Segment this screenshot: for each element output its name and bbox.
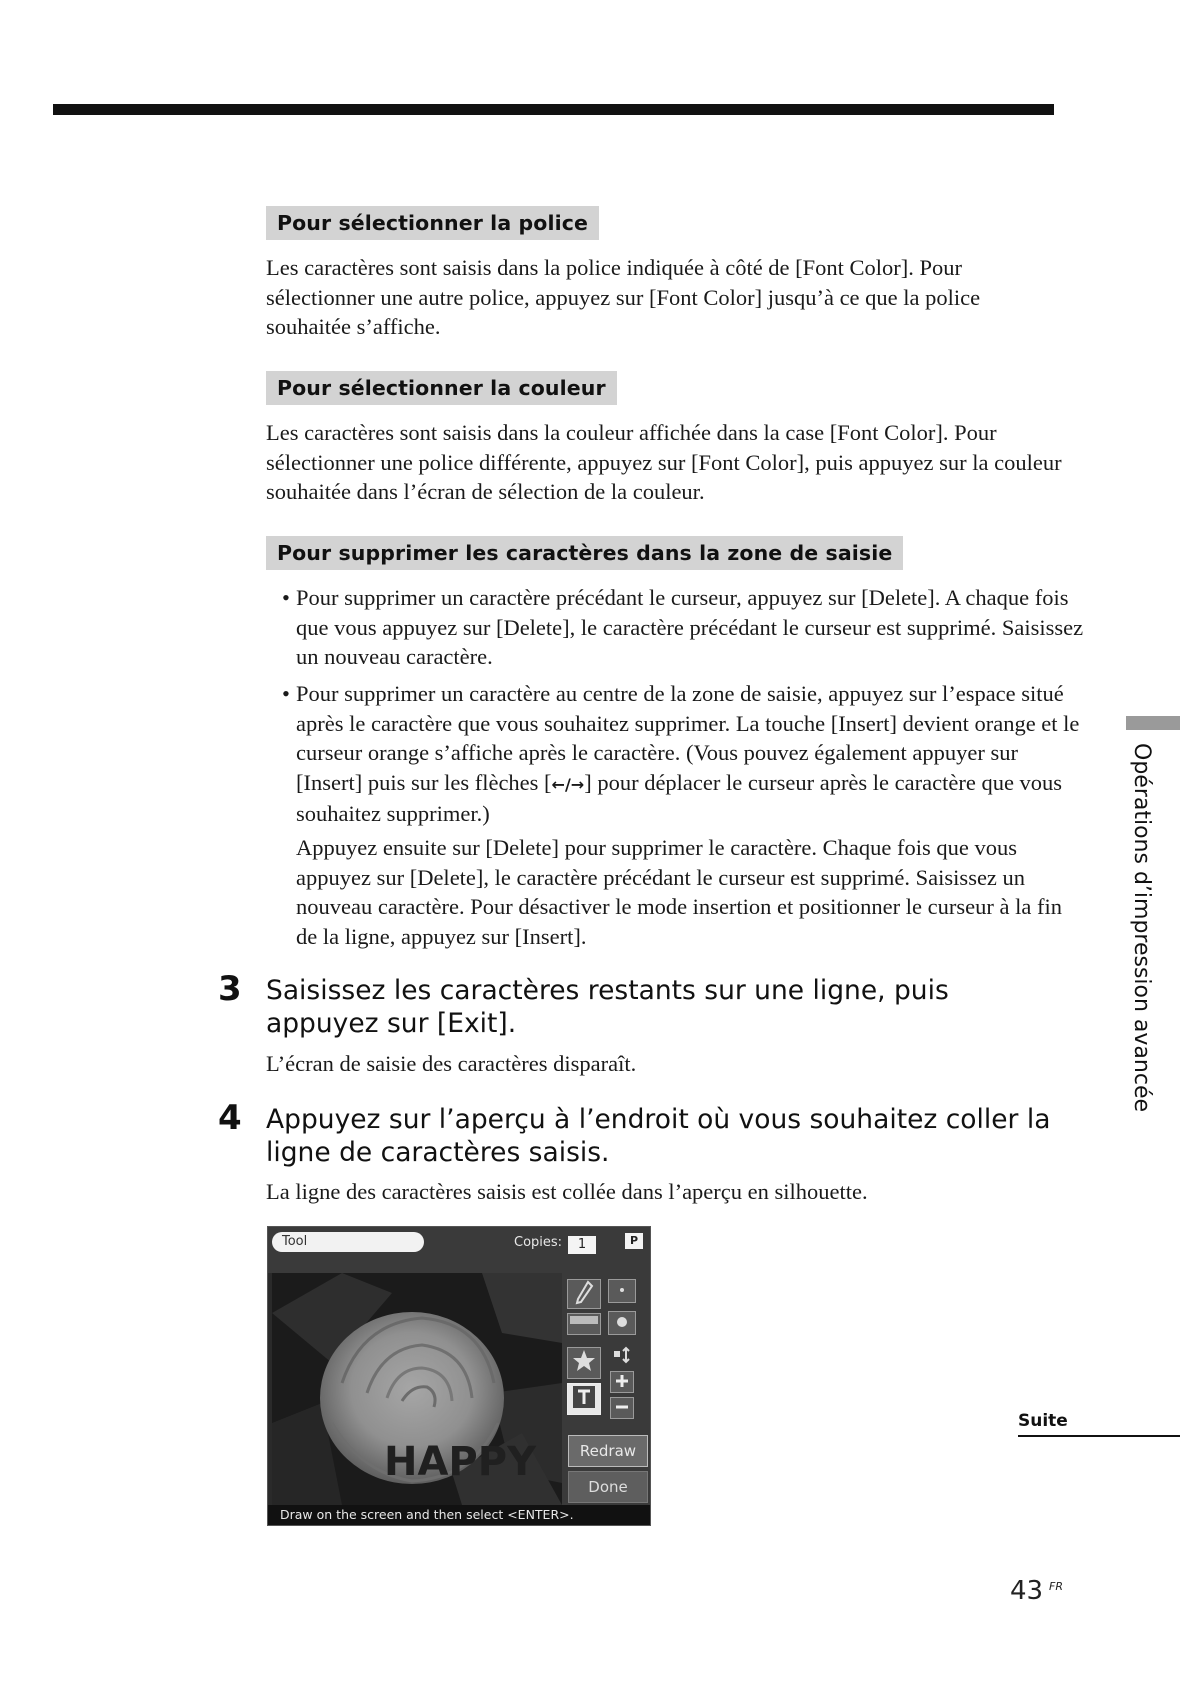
overlay-text: HAPPY <box>384 1439 537 1485</box>
tool-field[interactable]: Tool <box>272 1232 424 1252</box>
device-screen <box>267 1226 651 1526</box>
large-dot-button[interactable] <box>608 1311 636 1335</box>
copies-value[interactable]: 1 <box>568 1236 596 1254</box>
screen-top-bar <box>268 1227 650 1273</box>
step-number-4: 4 <box>218 1098 242 1138</box>
paragraph-select-color: Les caractères sont saisis dans la couleur affichée dans la case [Font Color]. Pour sélectionner une police différente, appuyez sur [Font Color], puis appuyez sur la couleur souhaitée dans l’écran de sélection de la couleur. <box>266 420 1062 504</box>
page-number: 43 <box>1010 1576 1044 1606</box>
step-title-4: Appuyez sur l’aperçu à l’endroit où vous souhaitez coller la ligne de caractères saisis. <box>266 1104 1051 1168</box>
top-rule <box>53 104 1054 115</box>
status-bar: Draw on the screen and then select <ENTER>. <box>268 1505 650 1525</box>
p-badge[interactable]: P <box>625 1233 643 1249</box>
bullet-text: Pour supprimer un caractère précédant le curseur, appuyez sur [Delete]. A chaque fois que vous appuyez sur [Delete], le caractère précédant le curseur est supprimé. Saisissez un nouveau caractère. <box>296 585 1084 669</box>
bullet-dot: • <box>282 585 290 610</box>
side-tab-marker <box>1126 716 1180 730</box>
eraser-icon <box>569 1314 599 1326</box>
bullet-text-end: ] pour déplacer le curseur après le caractère que vous souhaitez supprimer.) <box>296 769 1063 826</box>
plus-icon <box>613 1372 631 1390</box>
star-icon <box>571 1348 597 1374</box>
continued-rule <box>1018 1435 1180 1437</box>
small-dot-icon <box>612 1280 632 1300</box>
minus-icon <box>613 1398 631 1416</box>
eraser-button[interactable] <box>567 1313 601 1335</box>
step-title-3: Saisissez les caractères restants sur une ligne, puis appuyez sur [Exit]. <box>266 975 949 1039</box>
step-body-4: La ligne des caractères saisis est collée dans l’aperçu en silhouette. <box>266 1179 868 1204</box>
copies-label: Copies: <box>514 1235 563 1250</box>
paragraph-select-font: Les caractères sont saisis dans la police indiquée à côté de [Font Color]. Pour sélectionner une autre police, appuyez sur [Font Color] jusqu’à ce que la police souhaitée s’affiche. <box>266 255 981 339</box>
rotate-icon[interactable] <box>610 1345 636 1367</box>
pen-button[interactable] <box>567 1279 601 1309</box>
heading-select-font: Pour sélectionner la police <box>266 206 599 240</box>
zoom-out-button[interactable] <box>610 1397 634 1419</box>
bullet-text-start: Pour supprimer un caractère au centre de la zone de saisie, appuyez sur l’espace situé après le caractère que vous souhaitez supprimer. La touche [Insert] devient orange et le curseur orange s’affiche après le caractère. (Vous pouvez également appuyer sur [Insert] puis sur les flèches [ <box>296 681 1080 795</box>
arrow-keys-icon: ←/→ <box>551 774 585 794</box>
small-dot-button[interactable] <box>608 1279 636 1303</box>
preview-photo[interactable] <box>272 1273 562 1505</box>
redraw-button[interactable]: Redraw <box>568 1435 648 1467</box>
stamp-button[interactable] <box>567 1347 601 1379</box>
text-button[interactable] <box>567 1383 601 1415</box>
step-body-3: L’écran de saisie des caractères disparaît. <box>266 1051 637 1076</box>
bullet-delete-in-middle <box>282 679 1086 829</box>
text-t-icon <box>571 1384 597 1410</box>
heading-delete-characters: Pour supprimer les caractères dans la zone de saisie <box>266 536 903 570</box>
bullet-dot: • <box>282 681 290 706</box>
page-language: FR <box>1049 1580 1063 1593</box>
step-number-3: 3 <box>218 969 242 1009</box>
zoom-in-button[interactable] <box>610 1371 634 1393</box>
heading-select-color: Pour sélectionner la couleur <box>266 371 617 405</box>
continuation-text: Appuyez ensuite sur [Delete] pour supprimer le caractère. Chaque fois que vous appuyez sur [Delete], le caractère précédant le curseur est supprimé. Saisissez un nouveau caractère. Pour désactiver le mode insertion et positionner le curseur à la fin de la ligne, appuyez sur [Insert]. <box>296 835 1062 949</box>
bullet-delete-before-cursor <box>282 583 1086 672</box>
continued-label: Suite <box>1018 1411 1068 1431</box>
large-dot-icon <box>612 1312 632 1332</box>
done-button[interactable]: Done <box>568 1471 648 1503</box>
side-section-title: Opérations d’impression avancée <box>1129 743 1154 1113</box>
bullet-continuation <box>282 833 1086 951</box>
pen-icon <box>574 1280 594 1306</box>
tool-panel <box>562 1273 650 1505</box>
